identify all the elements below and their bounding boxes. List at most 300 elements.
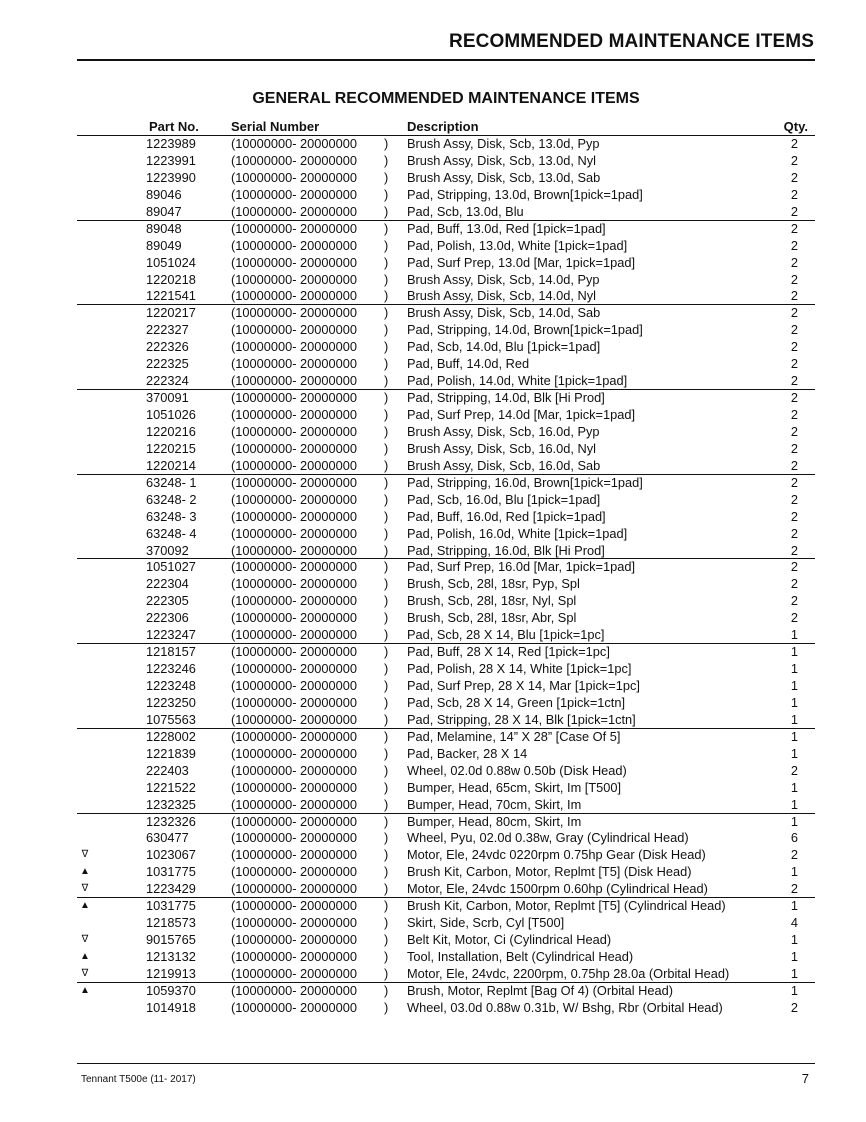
footer-publication: Tennant T500e (11- 2017) bbox=[81, 1074, 196, 1085]
quantity: 1 bbox=[790, 932, 798, 948]
serial-range-close: ) bbox=[384, 728, 389, 744]
serial-range-close: ) bbox=[384, 982, 389, 998]
quantity: 2 bbox=[790, 593, 798, 609]
part-number: 63248- 1 bbox=[146, 474, 197, 490]
description: Wheel, 03.0d 0.88w 0.31b, W/ Bshg, Rbr (Orbital Head) bbox=[407, 999, 723, 1015]
column-headers bbox=[77, 119, 815, 135]
description: Brush, Scb, 28l, 18sr, Pyp, Spl bbox=[407, 576, 580, 592]
table-row bbox=[77, 966, 815, 983]
description: Pad, Polish, 16.0d, White [1pick=1pad] bbox=[407, 525, 628, 541]
quantity: 1 bbox=[790, 694, 798, 710]
part-number: 222324 bbox=[146, 373, 189, 389]
description: Pad, Buff, 14.0d, Red bbox=[407, 356, 530, 372]
serial-range: (10000000- 20000000 bbox=[231, 610, 357, 626]
serial-range-close: ) bbox=[384, 593, 389, 609]
description: Pad, Stripping, 16.0d, Brown[1pick=1pad] bbox=[407, 474, 643, 490]
quantity: 2 bbox=[790, 881, 798, 897]
serial-range: (10000000- 20000000 bbox=[231, 762, 357, 778]
table-row bbox=[77, 288, 815, 305]
row-marker: ▲ bbox=[80, 984, 90, 996]
serial-range-close: ) bbox=[384, 610, 389, 626]
table-row bbox=[77, 763, 815, 780]
table-row bbox=[77, 830, 815, 847]
serial-range-close: ) bbox=[384, 457, 389, 473]
serial-range: (10000000- 20000000 bbox=[231, 965, 357, 981]
serial-range-close: ) bbox=[384, 864, 389, 880]
serial-range-close: ) bbox=[384, 694, 389, 710]
description: Motor, Ele, 24vdc, 2200rpm, 0.75hp 28.0a (Orbital Head) bbox=[407, 965, 730, 981]
quantity: 1 bbox=[790, 965, 798, 981]
table-row bbox=[77, 814, 815, 831]
quantity: 2 bbox=[790, 762, 798, 778]
serial-range-close: ) bbox=[384, 169, 389, 185]
serial-range: (10000000- 20000000 bbox=[231, 373, 357, 389]
quantity: 2 bbox=[790, 169, 798, 185]
quantity: 2 bbox=[790, 288, 798, 304]
quantity: 1 bbox=[790, 678, 798, 693]
part-number: 1051024 bbox=[146, 254, 196, 270]
serial-range-close: ) bbox=[384, 390, 389, 406]
table-row bbox=[77, 407, 815, 424]
serial-range-close: ) bbox=[384, 423, 389, 439]
quantity: 2 bbox=[790, 203, 798, 219]
serial-range: (10000000- 20000000 bbox=[231, 949, 357, 964]
quantity: 1 bbox=[790, 949, 798, 964]
quantity: 1 bbox=[790, 745, 798, 761]
serial-range: (10000000- 20000000 bbox=[231, 390, 357, 406]
quantity: 2 bbox=[790, 407, 798, 422]
description: Brush Kit, Carbon, Motor, Replmt [T5] (Cylindrical Head) bbox=[407, 898, 726, 914]
description: Pad, Polish, 28 X 14, White [1pick=1pc] bbox=[407, 661, 632, 677]
description: Pad, Surf Prep, 16.0d [Mar, 1pick=1pad] bbox=[407, 559, 635, 575]
quantity: 2 bbox=[790, 271, 798, 287]
part-number: 1031775 bbox=[146, 898, 196, 914]
serial-range-close: ) bbox=[384, 762, 389, 778]
serial-range-close: ) bbox=[384, 898, 389, 914]
part-number: 222325 bbox=[146, 356, 189, 372]
serial-range-close: ) bbox=[384, 678, 389, 693]
quantity: 1 bbox=[790, 796, 798, 812]
table-row bbox=[77, 1000, 815, 1017]
serial-range: (10000000- 20000000 bbox=[231, 457, 357, 473]
table-row bbox=[77, 305, 815, 322]
table-row bbox=[77, 593, 815, 610]
table-row bbox=[77, 187, 815, 204]
description: Pad, Backer, 28 X 14 bbox=[407, 745, 528, 761]
description: Pad, Scb, 16.0d, Blu [1pick=1pad] bbox=[407, 491, 601, 507]
table-row bbox=[77, 424, 815, 441]
serial-range: (10000000- 20000000 bbox=[231, 136, 357, 151]
table-row bbox=[77, 881, 815, 898]
part-number: 1031775 bbox=[146, 864, 196, 880]
quantity: 1 bbox=[790, 644, 798, 660]
table-row bbox=[77, 339, 815, 356]
quantity: 2 bbox=[790, 542, 798, 558]
part-number: 1223991 bbox=[146, 152, 196, 168]
description: Pad, Surf Prep, 14.0d [Mar, 1pick=1pad] bbox=[407, 407, 635, 422]
serial-range-close: ) bbox=[384, 796, 389, 812]
description: Brush Assy, Disk, Scb, 14.0d, Sab bbox=[407, 305, 601, 321]
part-number: 89049 bbox=[146, 237, 182, 253]
serial-range-close: ) bbox=[384, 474, 389, 490]
description: Brush, Motor, Replmt [Bag Of 4) (Orbital Head) bbox=[407, 982, 673, 998]
table-row bbox=[77, 543, 815, 560]
quantity: 2 bbox=[790, 440, 798, 456]
description: Bumper, Head, 65cm, Skirt, Im [T500] bbox=[407, 779, 622, 795]
serial-range: (10000000- 20000000 bbox=[231, 576, 357, 592]
serial-range-close: ) bbox=[384, 508, 389, 524]
table-row bbox=[77, 644, 815, 661]
serial-range: (10000000- 20000000 bbox=[231, 254, 357, 270]
part-number: 222326 bbox=[146, 339, 189, 355]
serial-range-close: ) bbox=[384, 932, 389, 948]
serial-range: (10000000- 20000000 bbox=[231, 694, 357, 710]
description: Brush Assy, Disk, Scb, 13.0d, Nyl bbox=[407, 152, 596, 168]
table-row bbox=[77, 898, 815, 915]
part-number: 1213132 bbox=[146, 949, 196, 964]
quantity: 2 bbox=[790, 508, 798, 524]
serial-range-close: ) bbox=[384, 136, 389, 151]
row-marker: ▲ bbox=[80, 866, 90, 878]
serial-range: (10000000- 20000000 bbox=[231, 678, 357, 693]
serial-range: (10000000- 20000000 bbox=[231, 237, 357, 253]
table-row bbox=[77, 356, 815, 373]
quantity: 2 bbox=[790, 136, 798, 151]
part-number: 63248- 4 bbox=[146, 525, 197, 541]
part-number: 370092 bbox=[146, 542, 189, 558]
serial-range-close: ) bbox=[384, 661, 389, 677]
quantity: 2 bbox=[790, 559, 798, 575]
description: Tool, Installation, Belt (Cylindrical Head) bbox=[407, 949, 634, 964]
part-number: 63248- 2 bbox=[146, 491, 197, 507]
section-title: GENERAL RECOMMENDED MAINTENANCE ITEMS bbox=[252, 90, 640, 107]
part-number: 1051026 bbox=[146, 407, 196, 422]
serial-range: (10000000- 20000000 bbox=[231, 711, 357, 727]
description: Motor, Ele, 24vdc 0220rpm 0.75hp Gear (Disk Head) bbox=[407, 847, 706, 863]
quantity: 2 bbox=[790, 339, 798, 355]
serial-range: (10000000- 20000000 bbox=[231, 440, 357, 456]
serial-range-close: ) bbox=[384, 813, 389, 829]
quantity: 2 bbox=[790, 186, 798, 202]
serial-range-close: ) bbox=[384, 407, 389, 422]
description: Pad, Polish, 13.0d, White [1pick=1pad] bbox=[407, 237, 628, 253]
quantity: 1 bbox=[790, 728, 798, 744]
serial-range: (10000000- 20000000 bbox=[231, 491, 357, 507]
serial-range: (10000000- 20000000 bbox=[231, 745, 357, 761]
part-number: 63248- 3 bbox=[146, 508, 197, 524]
part-number: 1221839 bbox=[146, 745, 196, 761]
description: Belt Kit, Motor, Ci (Cylindrical Head) bbox=[407, 932, 612, 948]
serial-range-close: ) bbox=[384, 288, 389, 304]
table-row bbox=[77, 949, 815, 966]
quantity: 2 bbox=[790, 220, 798, 236]
table-row bbox=[77, 526, 815, 543]
part-number: 222403 bbox=[146, 762, 189, 778]
serial-range: (10000000- 20000000 bbox=[231, 661, 357, 677]
quantity: 1 bbox=[790, 898, 798, 914]
description: Pad, Stripping, 14.0d, Blk [Hi Prod] bbox=[407, 390, 605, 406]
serial-range-close: ) bbox=[384, 356, 389, 372]
serial-range-close: ) bbox=[384, 254, 389, 270]
serial-range-close: ) bbox=[384, 881, 389, 897]
serial-range: (10000000- 20000000 bbox=[231, 915, 357, 931]
serial-range-close: ) bbox=[384, 152, 389, 168]
serial-range: (10000000- 20000000 bbox=[231, 881, 357, 897]
description: Pad, Scb, 13.0d, Blu bbox=[407, 203, 524, 219]
serial-range: (10000000- 20000000 bbox=[231, 644, 357, 660]
serial-range-close: ) bbox=[384, 999, 389, 1015]
serial-range-close: ) bbox=[384, 271, 389, 287]
description: Bumper, Head, 80cm, Skirt, Im bbox=[407, 813, 582, 829]
part-number: 1220218 bbox=[146, 271, 196, 287]
serial-range-close: ) bbox=[384, 373, 389, 389]
part-number: 1223248 bbox=[146, 678, 196, 693]
part-number: 1228002 bbox=[146, 728, 196, 744]
header-rule bbox=[77, 59, 815, 61]
description: Pad, Polish, 14.0d, White [1pick=1pad] bbox=[407, 373, 628, 389]
description: Brush Assy, Disk, Scb, 14.0d, Nyl bbox=[407, 288, 596, 304]
quantity: 2 bbox=[790, 356, 798, 372]
serial-range: (10000000- 20000000 bbox=[231, 627, 357, 643]
table-row bbox=[77, 170, 815, 187]
table-row bbox=[77, 272, 815, 289]
table-row bbox=[77, 610, 815, 627]
description: Brush Assy, Disk, Scb, 16.0d, Sab bbox=[407, 457, 601, 473]
part-number: 89048 bbox=[146, 220, 182, 236]
table-row bbox=[77, 661, 815, 678]
description: Brush, Scb, 28l, 18sr, Nyl, Spl bbox=[407, 593, 577, 609]
part-number: 9015765 bbox=[146, 932, 196, 948]
description: Wheel, Pyu, 02.0d 0.38w, Gray (Cylindrical Head) bbox=[407, 830, 689, 846]
quantity: 2 bbox=[790, 576, 798, 592]
quantity: 1 bbox=[790, 779, 798, 795]
table-row bbox=[77, 373, 815, 390]
serial-range: (10000000- 20000000 bbox=[231, 830, 357, 846]
serial-range-close: ) bbox=[384, 847, 389, 863]
part-number: 1221522 bbox=[146, 779, 196, 795]
table-row bbox=[77, 509, 815, 526]
quantity: 6 bbox=[790, 830, 798, 846]
part-number: 1223250 bbox=[146, 694, 196, 710]
description: Brush, Scb, 28l, 18sr, Abr, Spl bbox=[407, 610, 577, 626]
description: Pad, Scb, 28 X 14, Green [1pick=1ctn] bbox=[407, 694, 626, 710]
page-header-title: RECOMMENDED MAINTENANCE ITEMS bbox=[449, 31, 814, 52]
serial-range: (10000000- 20000000 bbox=[231, 423, 357, 439]
serial-range-close: ) bbox=[384, 915, 389, 931]
quantity: 2 bbox=[790, 305, 798, 321]
serial-range: (10000000- 20000000 bbox=[231, 559, 357, 575]
quantity: 2 bbox=[790, 491, 798, 507]
description: Pad, Stripping, 28 X 14, Blk [1pick=1ctn] bbox=[407, 711, 636, 727]
part-number: 1232326 bbox=[146, 813, 196, 829]
part-number: 370091 bbox=[146, 390, 189, 406]
description: Wheel, 02.0d 0.88w 0.50b (Disk Head) bbox=[407, 762, 627, 778]
quantity: 4 bbox=[790, 915, 798, 931]
part-number: 1014918 bbox=[146, 999, 196, 1015]
quantity: 2 bbox=[790, 254, 798, 270]
serial-range-close: ) bbox=[384, 220, 389, 236]
description: Motor, Ele, 24vdc 1500rpm 0.60hp (Cylindrical Head) bbox=[407, 881, 708, 897]
description: Brush Assy, Disk, Scb, 16.0d, Nyl bbox=[407, 440, 596, 456]
row-marker: ∇ bbox=[81, 934, 89, 946]
part-number: 1221541 bbox=[146, 288, 196, 304]
serial-range-close: ) bbox=[384, 305, 389, 321]
table-row bbox=[77, 136, 815, 153]
description: Pad, Scb, 14.0d, Blu [1pick=1pad] bbox=[407, 339, 601, 355]
part-number: 89047 bbox=[146, 203, 182, 219]
part-number: 1220214 bbox=[146, 457, 196, 473]
part-number: 222305 bbox=[146, 593, 189, 609]
part-number: 1059370 bbox=[146, 982, 196, 998]
part-number: 1223429 bbox=[146, 881, 196, 897]
table-row bbox=[77, 695, 815, 712]
page-number: 7 bbox=[801, 1071, 809, 1086]
quantity: 1 bbox=[790, 627, 798, 643]
footer-rule bbox=[77, 1063, 815, 1064]
serial-range-close: ) bbox=[384, 576, 389, 592]
description: Bumper, Head, 70cm, Skirt, Im bbox=[407, 796, 582, 812]
serial-range: (10000000- 20000000 bbox=[231, 813, 357, 829]
description: Brush Assy, Disk, Scb, 13.0d, Pyp bbox=[407, 136, 600, 151]
part-number: 630477 bbox=[146, 830, 189, 846]
part-number: 222327 bbox=[146, 322, 189, 338]
serial-range: (10000000- 20000000 bbox=[231, 356, 357, 372]
serial-range-close: ) bbox=[384, 559, 389, 575]
quantity: 2 bbox=[790, 847, 798, 863]
description: Pad, Buff, 16.0d, Red [1pick=1pad] bbox=[407, 508, 606, 524]
table-row bbox=[77, 915, 815, 932]
table-row bbox=[77, 322, 815, 339]
table-row bbox=[77, 983, 815, 1000]
serial-range: (10000000- 20000000 bbox=[231, 796, 357, 812]
serial-range: (10000000- 20000000 bbox=[231, 932, 357, 948]
serial-range: (10000000- 20000000 bbox=[231, 152, 357, 168]
table-row bbox=[77, 932, 815, 949]
part-number: 1223990 bbox=[146, 169, 196, 185]
table-row bbox=[77, 559, 815, 576]
part-number: 1219913 bbox=[146, 965, 196, 981]
part-number: 1220215 bbox=[146, 440, 196, 456]
description: Brush Assy, Disk, Scb, 13.0d, Sab bbox=[407, 169, 601, 185]
serial-range: (10000000- 20000000 bbox=[231, 220, 357, 236]
description: Pad, Buff, 28 X 14, Red [1pick=1pc] bbox=[407, 644, 610, 660]
table-row bbox=[77, 492, 815, 509]
row-marker: ▲ bbox=[80, 951, 90, 962]
table-row bbox=[77, 238, 815, 255]
part-number: 222304 bbox=[146, 576, 189, 592]
row-marker: ▲ bbox=[80, 900, 90, 912]
quantity: 2 bbox=[790, 423, 798, 439]
table-row bbox=[77, 797, 815, 814]
part-number: 89046 bbox=[146, 186, 182, 202]
serial-range: (10000000- 20000000 bbox=[231, 525, 357, 541]
quantity: 2 bbox=[790, 999, 798, 1015]
serial-range: (10000000- 20000000 bbox=[231, 288, 357, 304]
quantity: 1 bbox=[790, 864, 798, 880]
description: Brush Assy, Disk, Scb, 16.0d, Pyp bbox=[407, 423, 600, 439]
part-number: 1232325 bbox=[146, 796, 196, 812]
description-header: Description bbox=[407, 119, 479, 134]
serial-range-close: ) bbox=[384, 745, 389, 761]
serial-range-close: ) bbox=[384, 339, 389, 355]
serial-range: (10000000- 20000000 bbox=[231, 982, 357, 998]
table-row bbox=[77, 712, 815, 729]
description: Pad, Surf Prep, 28 X 14, Mar [1pick=1pc] bbox=[407, 678, 640, 693]
serial-range: (10000000- 20000000 bbox=[231, 305, 357, 321]
table-row bbox=[77, 864, 815, 881]
quantity: 2 bbox=[790, 457, 798, 473]
description: Pad, Buff, 13.0d, Red [1pick=1pad] bbox=[407, 220, 606, 236]
row-marker: ∇ bbox=[81, 883, 89, 895]
serial-range: (10000000- 20000000 bbox=[231, 508, 357, 524]
quantity: 1 bbox=[790, 711, 798, 727]
serial-range-close: ) bbox=[384, 186, 389, 202]
part-number: 1218157 bbox=[146, 644, 196, 660]
serial-range: (10000000- 20000000 bbox=[231, 898, 357, 914]
part-number: 1075563 bbox=[146, 711, 196, 727]
serial-range: (10000000- 20000000 bbox=[231, 728, 357, 744]
table-row bbox=[77, 746, 815, 763]
description: Skirt, Side, Scrb, Cyl [T500] bbox=[407, 915, 565, 931]
serial-range-close: ) bbox=[384, 949, 389, 964]
quantity: 2 bbox=[790, 390, 798, 406]
quantity: 1 bbox=[790, 982, 798, 998]
quantity: 1 bbox=[790, 813, 798, 829]
quantity: 2 bbox=[790, 322, 798, 338]
description: Pad, Stripping, 16.0d, Blk [Hi Prod] bbox=[407, 542, 605, 558]
serial-range-close: ) bbox=[384, 830, 389, 846]
serial-range: (10000000- 20000000 bbox=[231, 474, 357, 490]
serial-range: (10000000- 20000000 bbox=[231, 864, 357, 880]
quantity: 1 bbox=[790, 661, 798, 677]
table-row bbox=[77, 475, 815, 492]
description: Pad, Surf Prep, 13.0d [Mar, 1pick=1pad] bbox=[407, 254, 635, 270]
table-row bbox=[77, 221, 815, 238]
serial-range-close: ) bbox=[384, 322, 389, 338]
table-row bbox=[77, 627, 815, 644]
quantity: 2 bbox=[790, 373, 798, 389]
part-number: 222306 bbox=[146, 610, 189, 626]
table-row bbox=[77, 729, 815, 746]
part-number: 1023067 bbox=[146, 847, 196, 863]
table-row bbox=[77, 255, 815, 272]
table-row bbox=[77, 780, 815, 797]
table-row bbox=[77, 458, 815, 475]
serial-range: (10000000- 20000000 bbox=[231, 322, 357, 338]
table-row bbox=[77, 441, 815, 458]
serial-range-close: ) bbox=[384, 491, 389, 507]
table-row bbox=[77, 153, 815, 170]
serial-range-close: ) bbox=[384, 644, 389, 660]
serial-range: (10000000- 20000000 bbox=[231, 203, 357, 219]
serial-range-close: ) bbox=[384, 440, 389, 456]
serial-range-close: ) bbox=[384, 237, 389, 253]
quantity: 2 bbox=[790, 237, 798, 253]
serial-range-close: ) bbox=[384, 711, 389, 727]
serial-range: (10000000- 20000000 bbox=[231, 339, 357, 355]
part-number: 1223989 bbox=[146, 136, 196, 151]
table-row bbox=[77, 847, 815, 864]
serial-range-close: ) bbox=[384, 779, 389, 795]
part-no-header: Part No. bbox=[149, 119, 199, 134]
quantity: 2 bbox=[790, 525, 798, 541]
quantity: 2 bbox=[790, 610, 798, 626]
serial-range: (10000000- 20000000 bbox=[231, 847, 357, 863]
serial-range-close: ) bbox=[384, 203, 389, 219]
serial-range-close: ) bbox=[384, 525, 389, 541]
serial-range: (10000000- 20000000 bbox=[231, 186, 357, 202]
serial-range: (10000000- 20000000 bbox=[231, 999, 357, 1015]
